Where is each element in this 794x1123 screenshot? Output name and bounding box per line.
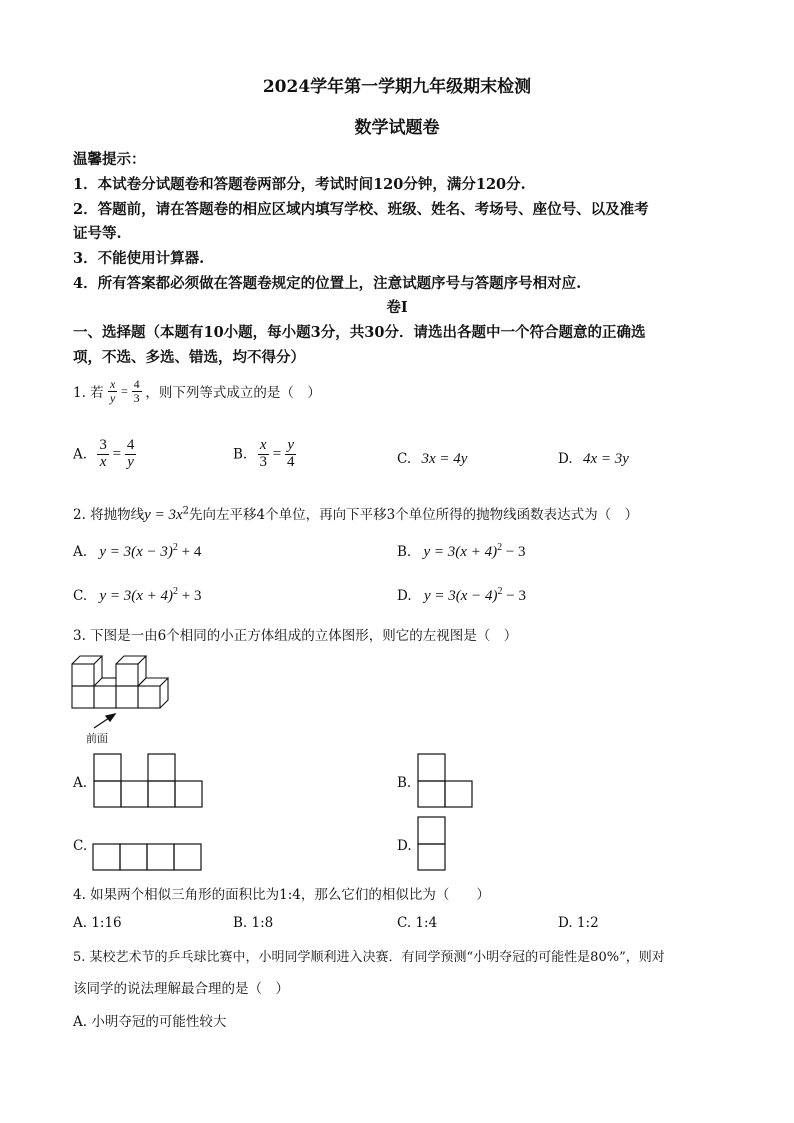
exam-title: 2024学年第一学期九年级期末检测 (262, 77, 532, 97)
notice-item-4: 4．所有答案都必须做在答题卷规定的位置上，注意试题序号与答题序号相对应. (73, 275, 582, 292)
section-heading-line2: 项，不选、多选、错选，均不得分） (73, 349, 305, 366)
q4-option-a: A. 1:16 (73, 915, 122, 931)
q1-stem: ，则下列等式成立的是（ ） (145, 385, 321, 402)
question-4: 4. 如果两个相似三角形的面积比为1:4，那么它们的相似比为（ ） (73, 887, 490, 903)
question-1 (73, 378, 321, 404)
q1-option-b: B. $\frac{x}{3}$ = $\frac{y}{4}$ (233, 437, 295, 470)
q1-option-c: C. 3x = 4y (397, 451, 468, 467)
q3-option-d-figure[interactable] (417, 816, 447, 872)
q2-option-c: C. $y = 3(x + 4)^2 + 3$ (73, 586, 202, 604)
notice-item-2: 2．答题前，请在答题卷的相应区域内填写学校、班级、姓名、考场号、座位号、以及准考 (73, 201, 649, 218)
notice-heading: 温馨提示： (73, 151, 146, 168)
q3-option-c-label: C. (73, 838, 88, 854)
exam-subtitle: 数学试题卷 (354, 118, 440, 138)
question-5-line2: 该同学的说法理解最合理的是（ ） (73, 981, 289, 997)
q3-option-c-figure[interactable] (92, 843, 204, 872)
q1-condition: $\frac{x}{y}$ = $\frac{4}{3}$ (109, 377, 140, 405)
question-2: 2. 将抛物线$y = 3x^2$先向左平移4个单位，再向下平移3个单位所得的抛物线函数表达式为（ ） (73, 505, 639, 523)
q2-option-d: D. $y = 3(x - 4)^2 - 3$ (397, 586, 526, 604)
q3-option-b-figure[interactable] (417, 753, 475, 809)
notice-item-3: 3．不能使用计算器. (73, 250, 205, 267)
q4-option-d: D. 1:2 (558, 915, 599, 931)
q5-option-a: A. 小明夺冠的可能性较大 (73, 1014, 227, 1030)
q1-prefix: 1. 若 (73, 385, 104, 402)
notice-item-1: 1．本试卷分试题卷和答题卷两部分，考试时间120分钟，满分120分. (73, 176, 526, 193)
q4-option-c: C. 1:4 (397, 915, 438, 931)
question-3: 3. 下图是一由6个相同的小正方体组成的立体图形，则它的左视图是（ ） (73, 628, 518, 644)
volume-label: 卷I (386, 299, 408, 316)
question-5-line1: 5. 某校艺术节的乒乓球比赛中，小明同学顺利进入决赛．有同学预测“小明夺冠的可能性是80%”，则对 (73, 950, 665, 965)
q3-option-a-figure[interactable] (93, 753, 205, 809)
q3-option-b-label: B. (397, 775, 412, 791)
front-label: 前面 (86, 732, 108, 745)
q3-option-a-label: A. (73, 775, 88, 791)
q2-option-a: A. $y = 3(x - 3)^2 + 4$ (73, 542, 202, 560)
q2-option-b: B. $y = 3(x + 4)^2 - 3$ (397, 542, 526, 560)
q4-option-b: B. 1:8 (233, 915, 274, 931)
cube-figure (66, 650, 181, 735)
q1-option-d: D. 4x = 3y (558, 451, 629, 467)
section-heading-line1: 一、选择题（本题有10小题，每小题3分，共30分．请选出各题中一个符合题意的正确选 (73, 324, 646, 341)
q1-option-a: A. $\frac{3}{x}$ = $\frac{4}{y}$ (73, 437, 135, 470)
notice-item-2-cont: 证号等. (73, 225, 122, 242)
q3-option-d-label: D. (397, 838, 412, 854)
